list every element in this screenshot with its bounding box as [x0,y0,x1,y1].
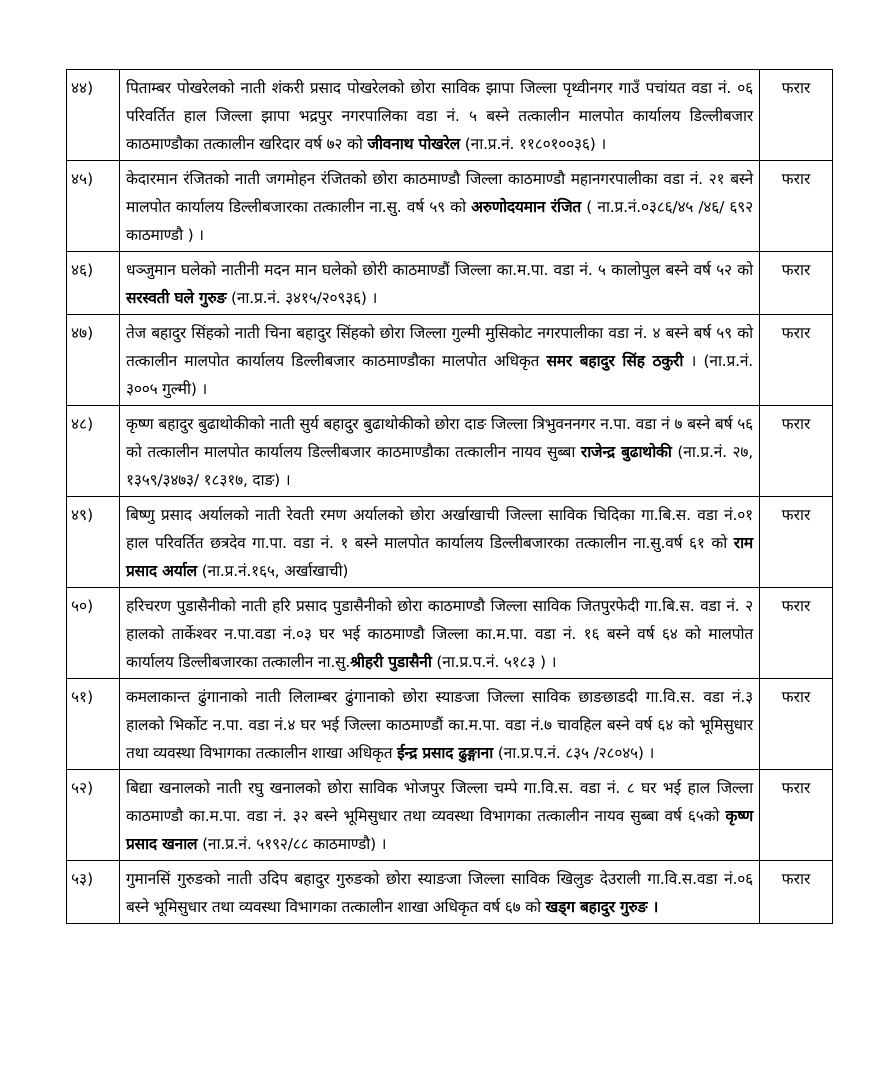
person-name: श्रीहरी पुडासैनी [350,653,432,671]
person-name: सरस्वती घले गुरुङ [126,289,227,307]
description-text: धञ्जुमान घलेको नातीनी मदन मान घलेको छोरी काठमाण्डौं जिल्ला का.म.पा. वडा नं. ५ कालोपुल बस्ने वर्ष ५२ को [126,261,753,279]
description-text: केदारमान रंजितको नाती जगमोहन रंजितको छोरा काठमाण्डौ जिल्ला काठमाण्डौ महानगरपालीका वडा नं. २१ बस्ने मालपोत कार्यालय डिल्लीबजारका तत्कालीन ना.सु. वर्ष ५९ को [126,170,753,216]
row-number: ५०) [67,588,120,679]
row-description [120,161,760,252]
description-suffix: (ना.प्र.नं.१६५, अर्खाखाची) [196,562,349,580]
description-text: कमलाकान्त ढुंगानाको नाती लिलाम्बर ढुंगानाको छोरा स्याङजा जिल्ला साविक छाङछाडदी गा.वि.स. वडा नं.३ हालको भिर्कोट न.पा. वडा नं.४ घर भई जिल्ला काठमाण्डौं का.म.पा. वडा नं.७ चावहिल बस्ने वर्ष ६४ को भूमिसुधार तथा व्यवस्था विभागका तत्कालीन शाखा अधिकृत [126,688,753,762]
description-text: पिताम्बर पोखरेलको नाती शंकरी प्रसाद पोखरेलको छोरा साविक झापा जिल्ला पृथ्वीनगर गाउँ पचांयत वडा नं. ०६ परिवर्तित हाल जिल्ला झापा भद्रपुर नगरपालिका वडा नं. ५ बस्ने तत्कालीन मालपोत कार्यालय डिल्लीबजार काठमाण्डौका तत्कालीन खरिदार वर्ष ७२ को [126,79,753,153]
person-name: राम प्रसाद अर्याल [126,534,753,580]
row-number: ४९) [67,497,120,588]
row-status: फरार [760,770,833,861]
description-text: कृष्ण बहादुर बुढाथोकीको नाती सुर्य बहादुर बुढाथोकीको छोरा दाङ जिल्ला त्रिभुवननगर न.पा. वडा नं ७ बस्ने बर्ष ५६ को तत्कालीन मालपोत कार्यालय डिल्लीबजार काठमाण्डौका तत्कालीन नायव सुब्बा [126,415,753,461]
row-status: फरार [760,161,833,252]
description-suffix: (ना.प्र.प.नं. ५१८३ ) । [431,653,557,671]
row-status: फरार [760,588,833,679]
row-status: फरार [760,315,833,406]
row-number: ४४) [67,70,120,161]
description-text: बिद्या खनालको नाती रघु खनालको छोरा साविक भोजपुर जिल्ला चम्पे गा.वि.स. वडा नं. ८ घर भई हाल जिल्ला काठमाण्डौ का.म.पा. वडा नं. ३२ बस्ने भूमिसुधार तथा व्यवस्था विभागका तत्कालीन नायव सुब्बा वर्ष ६५को [126,779,753,825]
description-text: तेज बहादुर सिंहको नाती चिना बहादुर सिंहको छोरा जिल्ला गुल्मी मुसिकोट नगरपालीका वडा नं. ४ बस्ने बर्ष ५९ को तत्कालीन मालपोत कार्यालय डिल्लीबजार काठमाण्डौका मालपोत अधिकृत [126,324,753,370]
row-status: फरार [760,406,833,497]
description-text: बिष्णु प्रसाद अर्यालको नाती रेवती रमण अर्यालको छोरा अर्खाखाची जिल्ला साविक चिदिका गा.बि.स. वडा नं.०१ हाल परिवर्तित छत्रदेव गा.पा. वडा नं. १ बस्ने मालपोत कार्यालय डिल्लीबजारका तत्कालीन ना.सु.वर्ष ६१ को [126,506,753,552]
row-description [120,315,760,406]
row-number: ५३) [67,861,120,924]
fugitive-list-table [66,69,833,924]
description-suffix: (ना.प्र.नं. २७, १३५९/३४७३/ १८३१७, दाङ) । [126,443,753,489]
person-name: ईन्द्र प्रसाद ढुङ्गाना [397,744,494,762]
person-name: समर बहादुर सिंह ठकुरी [546,352,684,370]
table-row [67,861,833,924]
row-number: ५१) [67,679,120,770]
description-suffix: (ना.प्र.प.नं. ८३५ /२८०४५) । [493,744,655,762]
row-number: ४६) [67,252,120,315]
table-row [67,770,833,861]
table-row [67,406,833,497]
person-name: जीवनाथ पोखरेल [367,135,461,153]
row-number: ४५) [67,161,120,252]
row-number: ४७) [67,315,120,406]
person-name: कृष्ण प्रसाद खनाल [126,807,753,853]
table-row [67,497,833,588]
row-status: फरार [760,252,833,315]
description-text: हरिचरण पुडासैनीको नाती हरि प्रसाद पुडासैनीको छोरा काठमाण्डौ जिल्ला साविक जितपुरफेदी गा.बि.स. वडा नं. २ हालको तार्केश्वर न.पा.वडा नं.०३ घर भई काठमाण्डौ जिल्ला का.म.पा. वडा नं. १६ बस्ने वर्ष ६४ को मालपोत कार्यालय डिल्लीबजारका तत्कालीन ना.सु. [126,597,753,671]
row-status: फरार [760,497,833,588]
row-description [120,406,760,497]
row-description [120,588,760,679]
row-number: ५२) [67,770,120,861]
row-description [120,252,760,315]
row-status: फरार [760,70,833,161]
table-body [67,70,833,924]
row-number: ४८) [67,406,120,497]
person-name: अरुणोदयमान रंजित [471,198,582,216]
row-status: फरार [760,679,833,770]
description-suffix: । (ना.प्र.नं. ३००५ गुल्मी) । [126,352,753,398]
description-suffix: (ना.प्र.नं. ५१९२/८८ काठमाण्डौ) । [197,835,387,853]
description-text: गुमानसिं गुरुङको नाती उदिप बहादुर गुरुङको छोरा स्याङजा जिल्ला साविक खिलुङ देउराली गा.वि.स.वडा नं.०६ बस्ने भूमिसुधार तथा व्यवस्था विभागका तत्कालीन शाखा अधिकृत वर्ष ६७ को [126,870,753,916]
description-suffix: ( ना.प्र.नं.०३८६/४५ /४६/ ६९२ काठमाण्डौ ) । [126,198,754,244]
description-suffix: (ना.प्र.नं. ३४१५/२०९३६) । [226,289,378,307]
row-description [120,861,760,924]
person-name: राजेन्द्र बुढाथोकी [580,443,672,461]
table-row [67,252,833,315]
table-row [67,588,833,679]
table-row [67,70,833,161]
table-row [67,161,833,252]
row-description [120,497,760,588]
description-suffix: (ना.प्र.नं. ११८०१००३६) । [460,135,606,153]
row-description [120,679,760,770]
row-status: फरार [760,861,833,924]
person-name: खड्ग बहादुर गुरुङ । [545,898,659,916]
row-description [120,770,760,861]
table-row [67,315,833,406]
row-description [120,70,760,161]
table-row [67,679,833,770]
